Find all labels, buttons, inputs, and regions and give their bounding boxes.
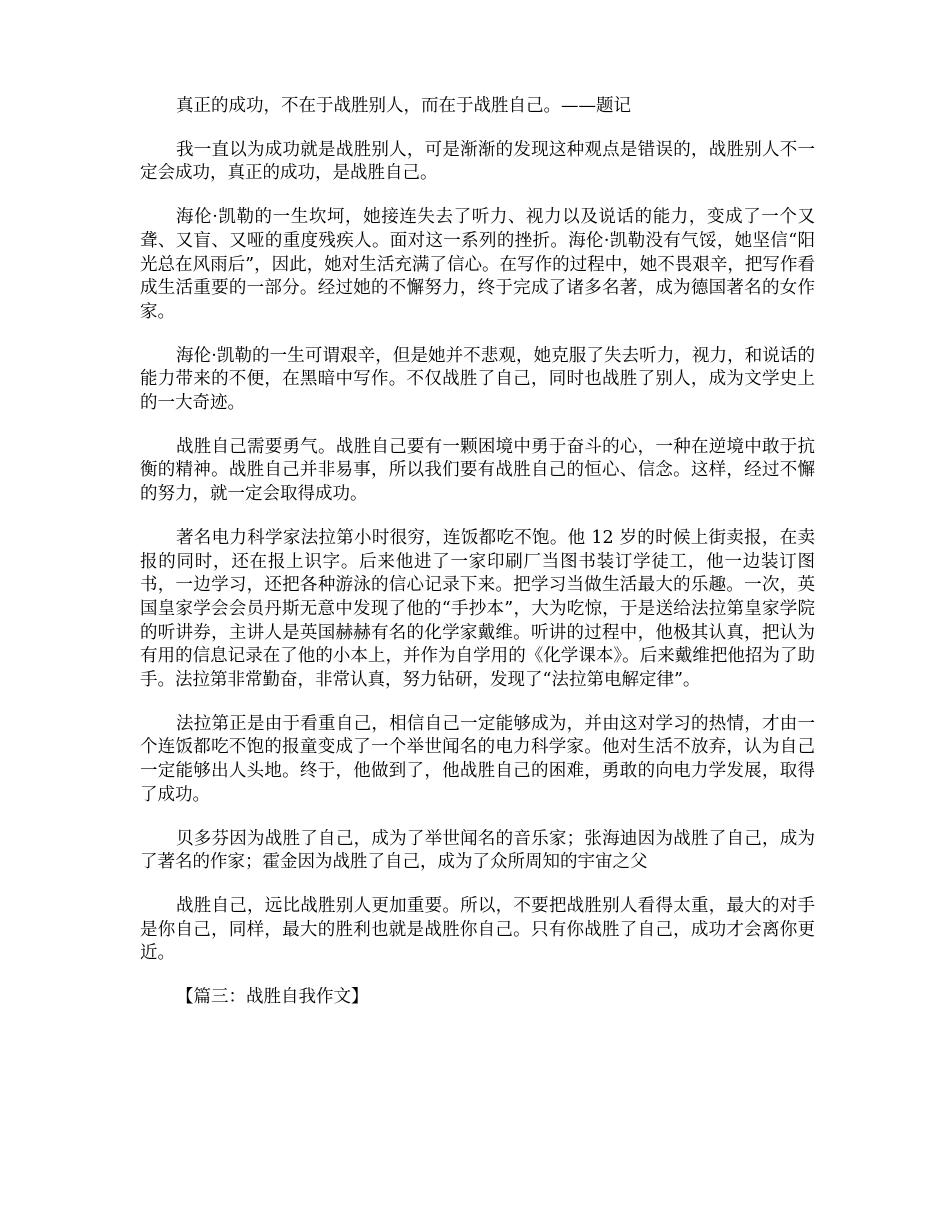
- body-paragraph: 贝多芬因为战胜了自己，成为了举世闻名的音乐家；张海迪因为战胜了自己，成为了著名的作家；霍金因为战胜了自己，成为了众所周知的宇宙之父: [140, 828, 815, 873]
- body-paragraph: 我一直以为成功就是战胜别人，可是渐渐的发现这种观点是错误的，战胜别人不一定会成功，真正的成功，是战胜自己。: [140, 139, 815, 184]
- section-heading: 【篇三：战胜自我作文】: [176, 987, 369, 1008]
- body-paragraph: 战胜自己需要勇气。战胜自己要有一颗困境中勇于奋斗的心，一种在逆境中敢于抗衡的精神。战胜自己并非易事，所以我们要有战胜自己的恒心、信念。这样，经过不懈的努力，就一定会取得成功。: [140, 436, 815, 505]
- body-paragraph: 海伦·凯勒的一生可谓艰辛，但是她并不悲观，她克服了失去听力，视力，和说话的能力带来的不便，在黑暗中写作。不仅战胜了自己，同时也战胜了别人，成为文学史上的一大奇迹。: [140, 345, 815, 414]
- body-paragraph: 著名电力科学家法拉第小时很穷，连饭都吃不饱。他 12 岁的时候上街卖报，在卖报的同时，还在报上识字。后来他进了一家印刷厂当图书装订学徒工，他一边装订图书，一边学习，还把各种游泳的信心记录下来。把学习当做生活最大的乐趣。一次，英国皇家学会会员丹斯无意中发现了他的“手抄本”，大为吃惊，于是送给法拉第皇家学院的听讲券，主讲人是英国赫赫有名的化学家戴维。听讲的过程中，他极其认真，把认为有用的信息记录在了他的小本上，并作为自学用的《化学课本》。后来戴维把他招为了助手。法拉第非常勤奋，非常认真，努力钻研，发现了“法拉第电解定律”。: [140, 527, 815, 691]
- body-paragraph: 海伦·凯勒的一生坎坷，她接连失去了听力、视力以及说话的能力，变成了一个又聋、又盲、又哑的重度残疾人。面对这一系列的挫折。海伦·凯勒没有气馁，她坚信“阳光总在风雨后”，因此，她对生活充满了信心。在写作的过程中，她不畏艰辛，把写作看成生活重要的一部分。经过她的不懈努力，终于完成了诸多名著，成为德国著名的女作家。: [140, 207, 815, 322]
- body-paragraph: 战胜自己，远比战胜别人更加重要。所以，不要把战胜别人看得太重，最大的对手是你自己，同样，最大的胜利也就是战胜你自己。只有你战胜了自己，成功才会离你更近。: [140, 895, 815, 964]
- document-page: [140, 95, 815, 1030]
- body-paragraph: 法拉第正是由于看重自己，相信自己一定能够成为，并由这对学习的热情，才由一个连饭都吃不饱的报童变成了一个举世闻名的电力科学家。他对生活不放弃，认为自己一定能够出人头地。终于，他做到了，他战胜自己的困难，勇敢的向电力学发展，取得了成功。: [140, 713, 815, 805]
- epigraph-paragraph: 真正的成功，不在于战胜别人，而在于战胜自己。——题记: [176, 96, 631, 116]
